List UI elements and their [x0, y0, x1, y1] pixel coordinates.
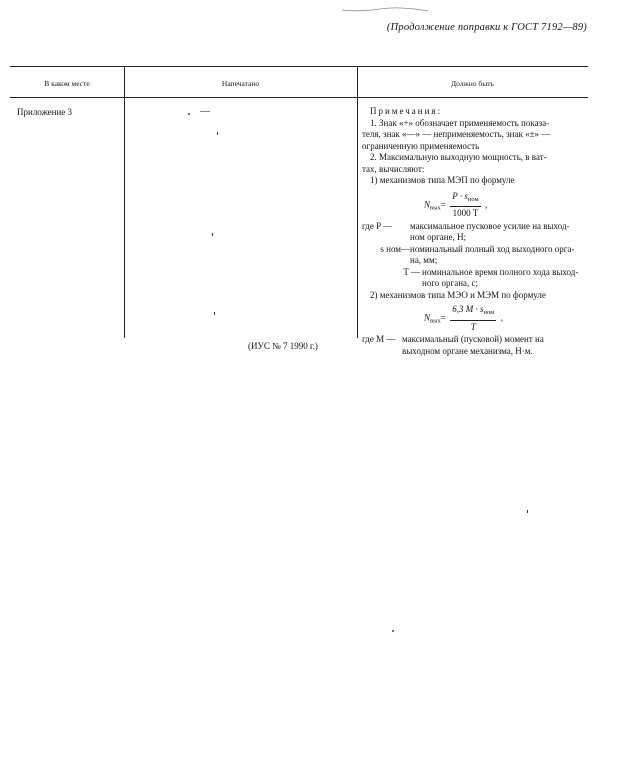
where-1-t-symbol: T —	[403, 266, 420, 277]
source-reference: (ИУС № 7 1990 г.)	[248, 341, 318, 351]
continuation-note: (Продолжение поправки к ГОСТ 7192—89)	[386, 22, 587, 33]
equals-sign: =	[440, 312, 449, 323]
formula-2-lhs-sub: вых	[430, 317, 441, 325]
note-2-line-1: 2. Максимальную выходную мощность, в ват-	[370, 152, 547, 162]
where-1-s	[362, 244, 588, 267]
column-header-location: В каком месте	[44, 79, 90, 88]
scan-smudge	[340, 0, 430, 6]
formula-2-numerator-sub: ном	[483, 309, 495, 316]
scan-speck	[392, 630, 394, 632]
table-top-rule	[10, 66, 588, 67]
column-divider-2	[357, 66, 358, 338]
note-1-line-1: 1. Знак «+» обозначает применяемость показа-	[370, 117, 550, 128]
should-be-content	[362, 106, 588, 357]
formula-2	[362, 304, 588, 330]
where-1-s-text: номинальный полный ход выходного орга- на, мм;	[410, 243, 575, 265]
equals-sign: =	[440, 199, 449, 210]
formula-1-lhs-sub: вых	[430, 204, 441, 212]
where-1-s-symbol: s ном—	[380, 243, 410, 254]
item-1: 1) механизмов типа МЭП по формуле	[370, 175, 515, 185]
formula-1-fraction	[450, 191, 480, 220]
where-1-t	[362, 267, 588, 290]
formula-2-denominator: T	[470, 321, 476, 332]
item-2: 2) механизмов типа МЭО и МЭМ по формуле	[370, 289, 546, 300]
row-location: Приложение 3	[17, 107, 73, 117]
column-header-printed: Напечатано	[221, 79, 260, 88]
notes-title: Примечания:	[370, 106, 443, 116]
formula-1	[362, 191, 588, 219]
note-2-line-2: тах, вычисляют:	[362, 163, 425, 174]
formula-1-denominator: 1000 T	[452, 208, 479, 218]
formula-comma: ,	[498, 312, 503, 323]
where-1-p-symbol: где P —	[362, 220, 392, 231]
formula-2-numerator: 6,3 M · s	[452, 304, 484, 314]
formula-2-lhs: N	[424, 312, 431, 323]
scan-speck	[217, 132, 218, 135]
where-2-m-symbol: где M —	[362, 334, 396, 344]
scan-speck	[214, 312, 215, 315]
where-2-m-text: максимальный (пусковой) момент на выходном органе механизма, Н·м.	[402, 334, 544, 356]
formula-1-numerator: P · s	[452, 190, 468, 201]
column-header-should-be: Должно быть	[451, 79, 494, 88]
formula-2-fraction	[450, 304, 496, 333]
scan-speck	[212, 233, 213, 236]
where-1-p-text: максимальное пусковое усилие на выход- ном органе, Н;	[410, 220, 570, 242]
scan-speck	[188, 113, 190, 115]
column-divider-1	[124, 66, 125, 338]
table-header-rule	[10, 97, 588, 98]
note-1-line-3: ограниченную применяемость	[362, 140, 480, 151]
formula-comma: ,	[482, 199, 488, 210]
note-1-line-2: теля, знак «—» — неприменяемость, знак «±» —	[362, 129, 551, 139]
formula-1-lhs: N	[424, 199, 431, 210]
printed-dash: —	[200, 106, 210, 117]
where-1-p	[362, 221, 588, 244]
where-2-m	[362, 334, 588, 357]
where-1-t-text: номинальное время полного хода выход- ного органа, с;	[422, 266, 579, 288]
scan-speck	[527, 510, 528, 513]
formula-1-numerator-sub: ном	[467, 195, 479, 203]
